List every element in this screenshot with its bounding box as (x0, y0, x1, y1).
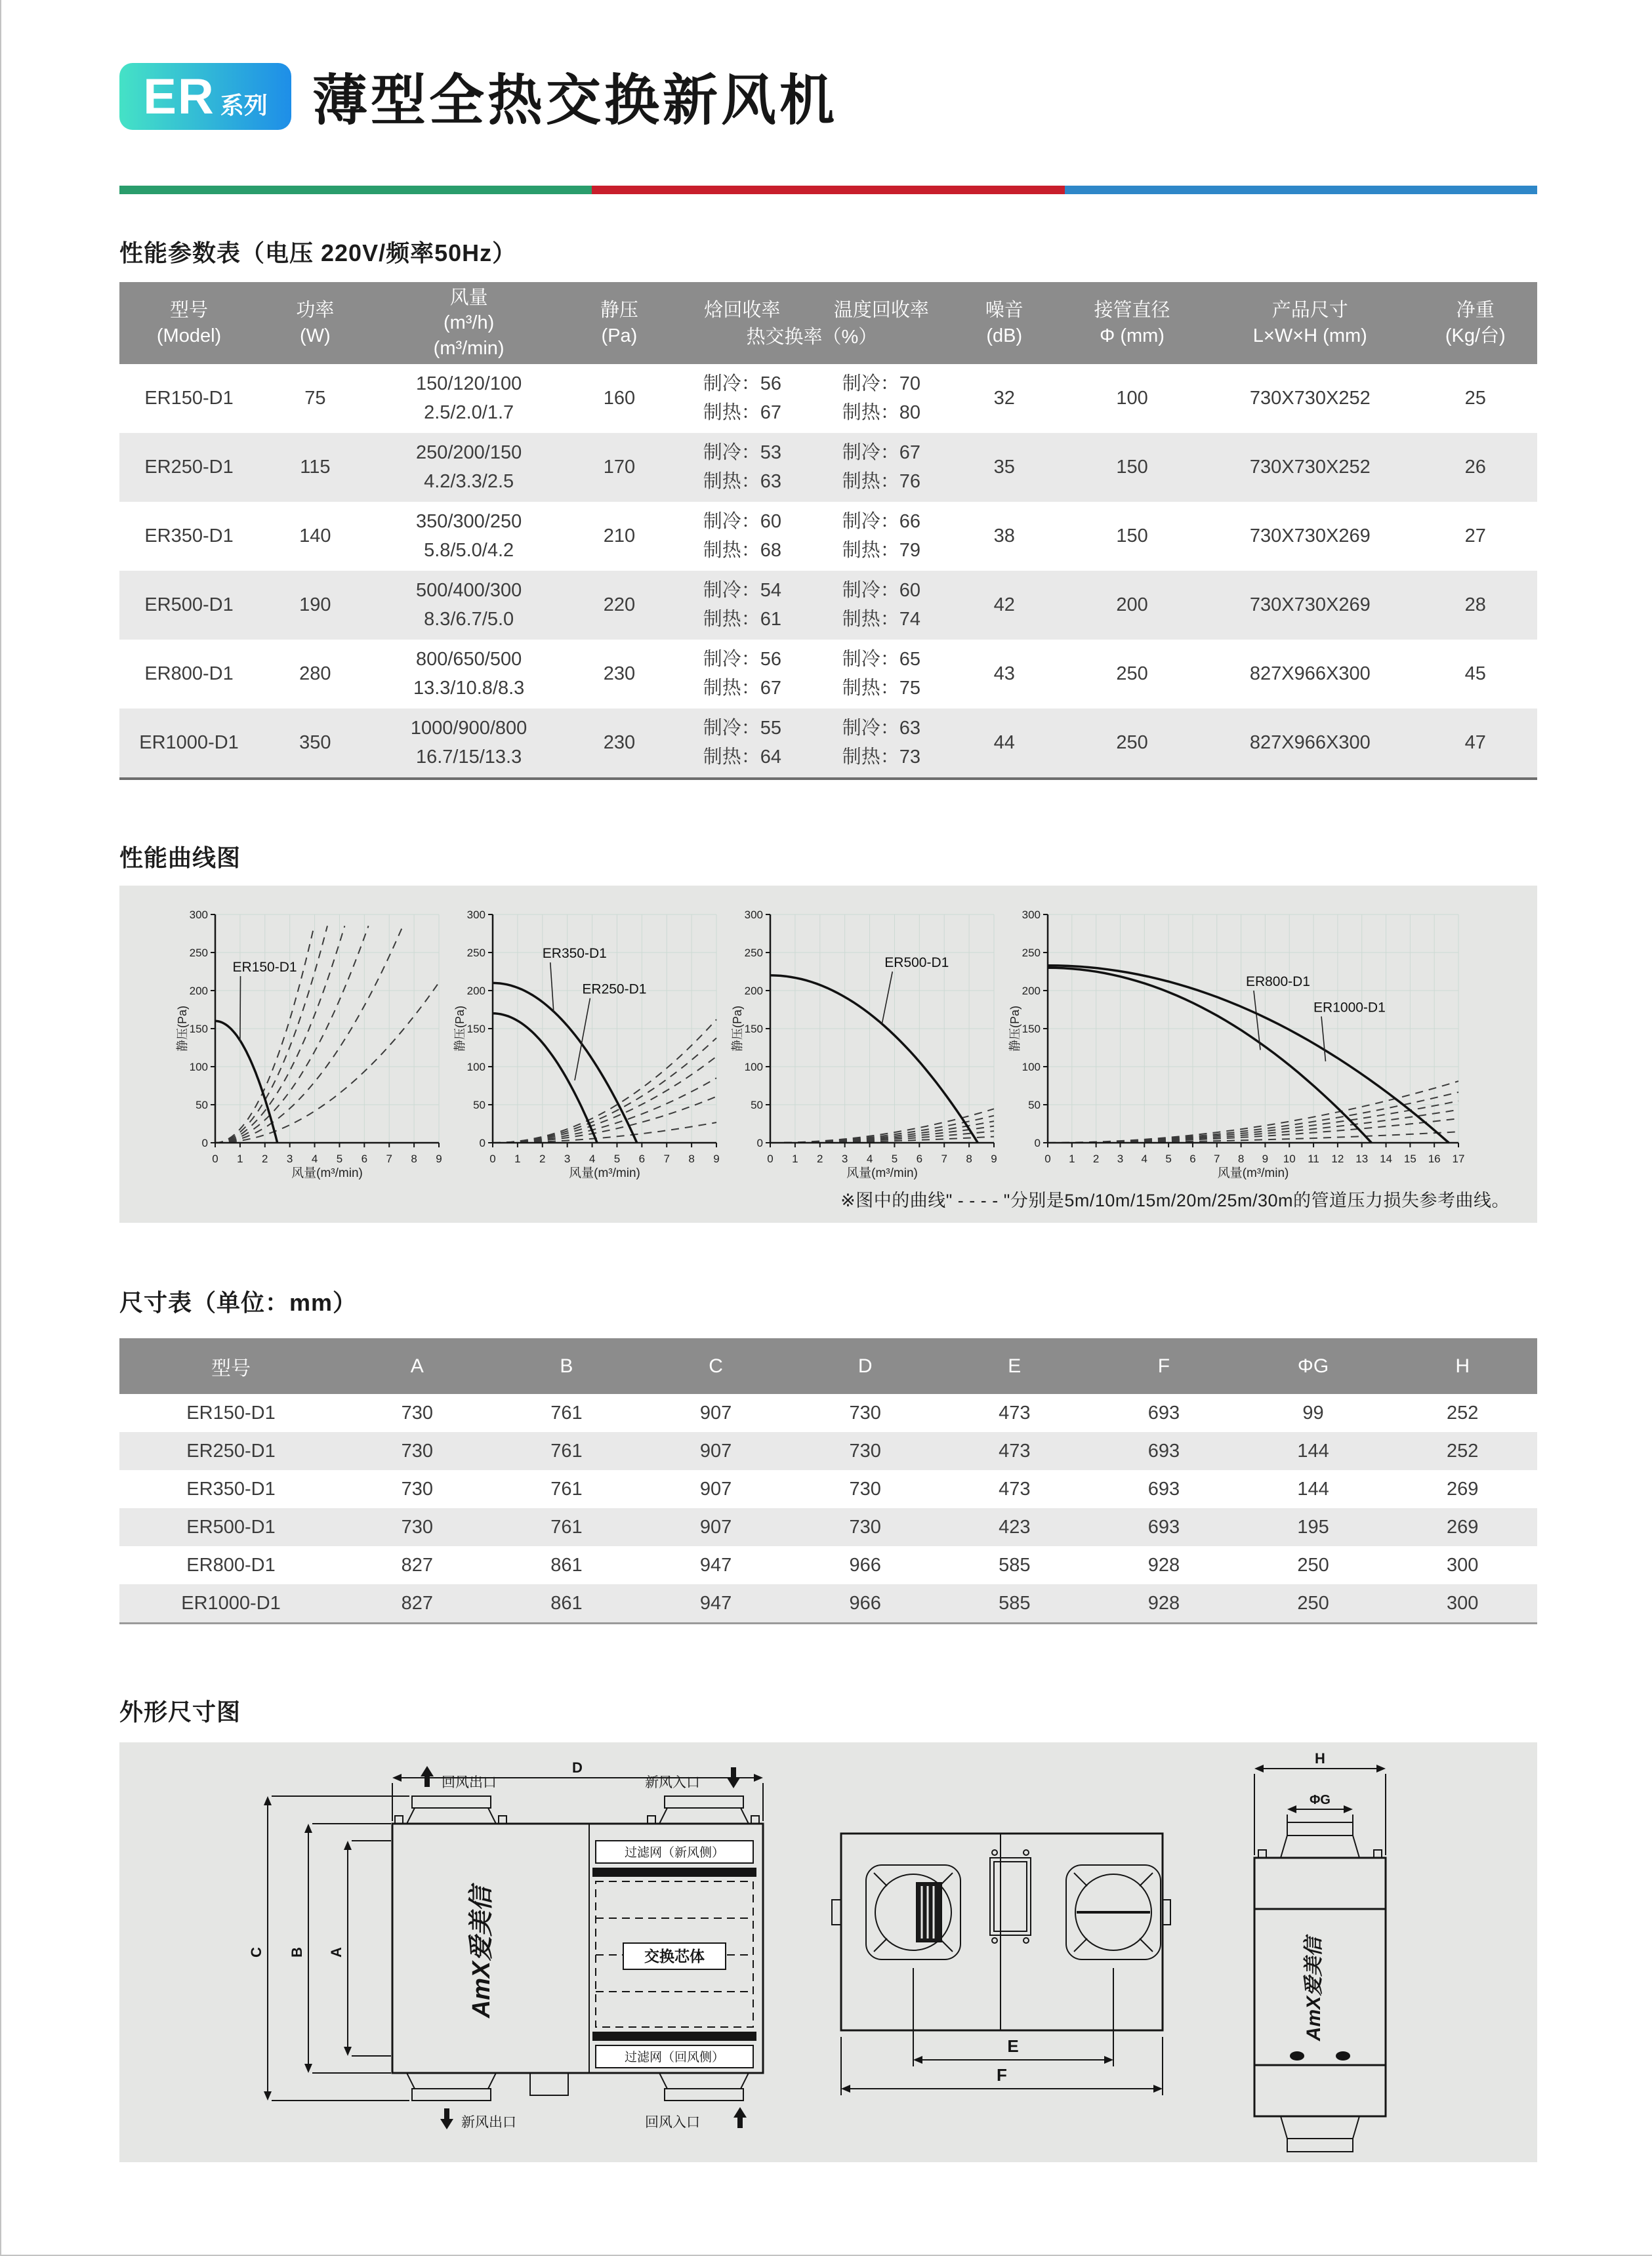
header-line: 静压 (600, 300, 638, 321)
dim-header-h: H (1455, 1355, 1470, 1377)
svg-text:200: 200 (1022, 985, 1041, 997)
header-line: (m³/min) (433, 337, 505, 359)
header-line: Φ (mm) (1100, 325, 1165, 346)
table-row (119, 708, 1537, 777)
port-label-return-outlet: 回风出口 (442, 1775, 497, 1790)
svg-text:ER500-D1: ER500-D1 (884, 955, 949, 971)
cell-power: 280 (299, 663, 331, 684)
dim-label-h: H (1315, 1750, 1325, 1767)
cell-duct: 100 (1116, 387, 1148, 409)
svg-text:0: 0 (1044, 1153, 1051, 1165)
svg-text:6: 6 (638, 1153, 646, 1165)
svg-text:5: 5 (891, 1153, 898, 1165)
cell-enthalpy: 制冷：56 制热：67 (703, 649, 781, 699)
curves-panel (119, 886, 1537, 1223)
down-arrow-icon (727, 1767, 740, 1788)
table-row: ER800-D1 827 861 947 966 585 928 250 300 (186, 1554, 1479, 1576)
cell-recovery (672, 571, 951, 640)
svg-text:5: 5 (1165, 1153, 1172, 1165)
badge-er-text: ER (143, 69, 215, 125)
cell-enthalpy: 制冷：55 制热：64 (703, 718, 781, 768)
dim-label-b: B (289, 1947, 305, 1958)
table-row: ER150-D1 730 761 907 730 473 693 99 252 (186, 1402, 1479, 1424)
svg-text:4: 4 (866, 1153, 873, 1165)
svg-text:2: 2 (817, 1153, 823, 1165)
cell-duct: 250 (1116, 663, 1148, 684)
cell-pressure: 230 (603, 663, 636, 684)
cell-airflow: 1000/900/800 16.7/15/13.3 (410, 718, 527, 768)
cell-pressure: 170 (603, 456, 636, 478)
badge-series-text: 系列 (220, 92, 268, 119)
svg-text:2: 2 (539, 1153, 546, 1165)
brand-logo: AmX爱美信 (468, 1886, 495, 2019)
cell-noise: 43 (993, 663, 1015, 684)
svg-text:5: 5 (336, 1153, 343, 1165)
header-line: 噪音 (985, 300, 1023, 321)
header-product-size (1207, 282, 1414, 364)
cell-power: 75 (304, 387, 326, 409)
svg-text:7: 7 (386, 1153, 392, 1165)
dim-label-f: F (997, 2065, 1007, 2085)
down-arrow-icon (440, 2108, 453, 2129)
svg-text:1: 1 (514, 1153, 521, 1165)
svg-text:9: 9 (991, 1153, 997, 1165)
dim-section-title: 尺寸表（单位：mm） (119, 1289, 358, 1316)
svg-text:300: 300 (189, 909, 208, 921)
cell-enthalpy: 制冷：53 制热：63 (703, 442, 781, 492)
svg-text:150: 150 (189, 1023, 208, 1035)
svg-text:ER250-D1: ER250-D1 (582, 981, 647, 997)
svg-text:13: 13 (1355, 1153, 1369, 1165)
header-exchange-rate: 热交换率（%） (746, 327, 878, 348)
header-temperature-recovery: 温度回收率 (833, 299, 929, 321)
accent-bar-blue (1065, 186, 1537, 194)
cell-weight: 25 (1464, 387, 1486, 409)
accent-bar-red (592, 186, 1064, 194)
dim-header-phig: ΦG (1297, 1355, 1329, 1377)
dim-header-model: 型号 (211, 1357, 251, 1380)
svg-text:0: 0 (212, 1153, 218, 1165)
up-arrow-icon (421, 1766, 434, 1787)
cell-recovery (672, 433, 951, 502)
svg-text:9: 9 (436, 1153, 442, 1165)
outline-panel (119, 1742, 1537, 2162)
cell-size: 730X730X252 (1249, 456, 1371, 478)
header-enthalpy-recovery: 焓回收率 (704, 299, 781, 321)
cell-duct: 250 (1116, 731, 1148, 753)
svg-text:7: 7 (663, 1153, 670, 1165)
header-line: 型号 (170, 300, 209, 321)
dim-label-c: C (248, 1947, 264, 1958)
svg-text:风量(m³/min): 风量(m³/min) (846, 1166, 918, 1180)
svg-text:100: 100 (1022, 1061, 1041, 1073)
svg-text:3: 3 (286, 1153, 293, 1165)
cell-pressure: 160 (603, 387, 636, 409)
cell-enthalpy: 制冷：54 制热：61 (703, 580, 781, 630)
svg-text:50: 50 (1028, 1099, 1041, 1111)
svg-text:100: 100 (466, 1061, 485, 1073)
cell-duct: 200 (1116, 594, 1148, 615)
cell-pressure: 210 (603, 525, 636, 546)
svg-text:150: 150 (466, 1023, 485, 1035)
cell-temperature: 制冷：63 制热：73 (842, 718, 920, 768)
header-line: (Kg/台) (1445, 325, 1506, 346)
filter-return-label: 过滤网（回风侧） (624, 2051, 725, 2064)
svg-text:300: 300 (466, 909, 485, 921)
svg-text:14: 14 (1380, 1153, 1392, 1165)
cell-weight: 27 (1464, 525, 1486, 546)
drawing-front-view (163, 1758, 793, 2139)
svg-text:ER350-D1: ER350-D1 (542, 946, 607, 962)
cell-noise: 42 (993, 594, 1015, 615)
cell-size: 730X730X252 (1249, 387, 1371, 409)
dim-header-d: D (857, 1355, 873, 1377)
cell-temperature: 制冷：70 制热：80 (842, 373, 920, 423)
cell-enthalpy: 制冷：60 制热：68 (703, 511, 781, 561)
header-line: L×W×H (mm) (1252, 325, 1367, 346)
svg-text:17: 17 (1452, 1153, 1465, 1165)
svg-text:ER800-D1: ER800-D1 (1245, 974, 1311, 990)
svg-text:200: 200 (466, 985, 485, 997)
dim-header-c: C (709, 1355, 723, 1377)
port-label-fresh-outlet: 新风出口 (461, 2115, 516, 2130)
header-line: (Model) (156, 325, 222, 346)
table-row (119, 502, 1537, 571)
table-row (119, 364, 1537, 433)
header-line: (m³/h) (443, 312, 495, 334)
cell-duct: 150 (1116, 525, 1148, 546)
cell-noise: 44 (993, 731, 1015, 753)
svg-text:16: 16 (1428, 1153, 1441, 1165)
svg-text:50: 50 (751, 1099, 763, 1111)
outline-section-title: 外形尺寸图 (119, 1698, 241, 1725)
svg-text:250: 250 (744, 947, 763, 959)
header-line: 接管直径 (1094, 300, 1170, 321)
svg-text:7: 7 (941, 1153, 947, 1165)
cell-enthalpy: 制冷：56 制热：67 (703, 373, 781, 423)
svg-text:7: 7 (1214, 1153, 1220, 1165)
performance-charts-row (119, 886, 1537, 1188)
cell-airflow: 500/400/300 8.3/6.7/5.0 (415, 580, 522, 630)
cell-power: 115 (300, 456, 331, 478)
header-line: (dB) (986, 325, 1023, 346)
header-line: 风量 (449, 287, 488, 309)
cell-temperature: 制冷：66 制热：79 (842, 511, 920, 561)
svg-text:150: 150 (744, 1023, 763, 1035)
cell-size: 730X730X269 (1249, 594, 1371, 615)
svg-text:2: 2 (1092, 1153, 1100, 1165)
svg-text:ER1000-D1: ER1000-D1 (1313, 1000, 1386, 1015)
cell-weight: 47 (1464, 731, 1486, 753)
cell-weight: 26 (1464, 456, 1486, 478)
performance-table (119, 282, 1537, 780)
header-pressure (566, 282, 673, 364)
exchange-core-label: 交换芯体 (644, 1948, 705, 1965)
cell-pressure: 230 (603, 731, 636, 753)
svg-text:200: 200 (189, 985, 208, 997)
table-row (119, 433, 1537, 502)
chart-er250-er350-d1 (453, 903, 726, 1188)
svg-text:9: 9 (713, 1153, 720, 1165)
svg-text:4: 4 (311, 1153, 318, 1165)
table-row (119, 571, 1537, 640)
svg-text:静压(Pa): 静压(Pa) (176, 1005, 189, 1052)
svg-text:200: 200 (744, 985, 763, 997)
filter-fresh-label: 过滤网（新风侧） (624, 1846, 725, 1860)
perf-table-header (119, 282, 1537, 364)
svg-text:3: 3 (841, 1153, 848, 1165)
svg-text:9: 9 (1262, 1153, 1269, 1165)
svg-text:4: 4 (1141, 1153, 1148, 1165)
header-power (258, 282, 372, 364)
svg-text:100: 100 (744, 1061, 763, 1073)
cell-power: 190 (299, 594, 331, 615)
duct-loss-note: ※图中的曲线" - - - - "分别是5m/10m/15m/20m/25m/30m的管道压力损失参考曲线。 (840, 1191, 1510, 1210)
cell-pressure: 220 (603, 594, 636, 615)
svg-text:250: 250 (1022, 947, 1041, 959)
cell-temperature: 制冷：60 制热：74 (842, 580, 920, 630)
page-title: 薄型全热交换新风机 (312, 70, 838, 131)
svg-text:3: 3 (564, 1153, 571, 1165)
svg-text:50: 50 (196, 1099, 208, 1111)
cell-recovery (672, 640, 951, 708)
svg-text:50: 50 (473, 1099, 485, 1111)
table-row: ER250-D1 730 761 907 730 473 693 144 252 (119, 1432, 1537, 1470)
cell-temperature: 制冷：65 制热：75 (842, 649, 920, 699)
svg-text:250: 250 (466, 947, 485, 959)
table-row: ER350-D1 730 761 907 730 473 693 144 269 (186, 1478, 1479, 1500)
svg-text:1: 1 (1069, 1153, 1075, 1165)
svg-text:6: 6 (916, 1153, 923, 1165)
svg-text:0: 0 (479, 1137, 485, 1149)
perf-section-title: 性能参数表（电压 220V/频率50Hz） (119, 239, 517, 266)
cell-model: ER350-D1 (144, 525, 234, 546)
header-line: 产品尺寸 (1271, 300, 1348, 321)
cell-size: 827X966X300 (1249, 663, 1371, 684)
cell-size: 827X966X300 (1249, 731, 1371, 753)
svg-text:0: 0 (201, 1137, 208, 1149)
cell-weight: 45 (1464, 663, 1486, 684)
svg-text:8: 8 (1237, 1153, 1245, 1165)
cell-noise: 32 (993, 387, 1015, 409)
dim-label-phig: ΦG (1310, 1793, 1331, 1807)
cell-model: ER250-D1 (144, 456, 234, 478)
svg-text:0: 0 (767, 1153, 774, 1165)
cell-airflow: 250/200/150 4.2/3.3/2.5 (415, 442, 522, 492)
cell-airflow: 150/120/100 2.5/2.0/1.7 (415, 373, 522, 423)
curves-section-title: 性能曲线图 (119, 844, 241, 871)
header-recovery (672, 282, 951, 364)
cell-recovery (672, 502, 951, 571)
svg-text:12: 12 (1331, 1153, 1344, 1165)
svg-text:静压(Pa): 静压(Pa) (453, 1005, 466, 1052)
svg-text:0: 0 (1034, 1137, 1041, 1149)
svg-text:静压(Pa): 静压(Pa) (1008, 1005, 1022, 1052)
svg-text:6: 6 (361, 1153, 368, 1165)
dim-header-b: B (560, 1355, 573, 1377)
accent-bar (119, 186, 1537, 194)
svg-text:0: 0 (756, 1137, 763, 1149)
svg-text:风量(m³/min): 风量(m³/min) (1217, 1166, 1289, 1180)
drawing-top-view (1205, 1749, 1435, 2156)
chart-er500-d1 (731, 903, 1003, 1188)
dim-header-f: F (1157, 1355, 1170, 1377)
dim-table-body (119, 1394, 1537, 1622)
cell-model: ER800-D1 (144, 663, 234, 684)
cell-power: 350 (299, 731, 331, 753)
header-noise (951, 282, 1058, 364)
dim-header-e: E (1008, 1355, 1022, 1377)
dim-label-a: A (328, 1947, 344, 1958)
svg-text:0: 0 (489, 1153, 496, 1165)
header-line: 净重 (1456, 300, 1495, 321)
svg-text:风量(m³/min): 风量(m³/min) (291, 1166, 363, 1180)
port-label-return-inlet: 回风入口 (645, 2115, 700, 2130)
svg-text:ER150-D1: ER150-D1 (232, 960, 297, 975)
dim-label-d: D (572, 1759, 583, 1776)
cell-model: ER1000-D1 (139, 731, 239, 753)
table-row: ER500-D1 730 761 907 730 423 693 195 269 (119, 1508, 1537, 1546)
table-row (119, 640, 1537, 708)
cell-recovery (672, 708, 951, 777)
svg-text:风量(m³/min): 风量(m³/min) (569, 1166, 640, 1180)
svg-text:5: 5 (613, 1153, 621, 1165)
cell-size: 730X730X269 (1249, 525, 1371, 546)
cell-noise: 35 (993, 456, 1015, 478)
svg-text:8: 8 (688, 1153, 695, 1165)
svg-text:8: 8 (966, 1153, 972, 1165)
accent-bar-green (119, 186, 592, 194)
cell-airflow: 800/650/500 13.3/10.8/8.3 (413, 649, 525, 699)
svg-text:100: 100 (189, 1061, 208, 1073)
svg-text:1: 1 (792, 1153, 798, 1165)
perf-table-body (119, 364, 1537, 777)
dim-label-e: E (1007, 2036, 1019, 2056)
header-model (119, 282, 258, 364)
cell-model: ER500-D1 (144, 594, 234, 615)
svg-text:1: 1 (237, 1153, 243, 1165)
header-line: 功率 (296, 300, 335, 321)
svg-text:6: 6 (1189, 1153, 1196, 1165)
header-line: (W) (300, 325, 331, 346)
svg-text:15: 15 (1403, 1153, 1416, 1165)
svg-text:150: 150 (1022, 1023, 1041, 1035)
chart-er800-er1000-d1 (1008, 903, 1468, 1188)
svg-text:4: 4 (589, 1153, 596, 1165)
svg-text:8: 8 (411, 1153, 417, 1165)
cell-airflow: 350/300/250 5.8/5.0/4.2 (415, 511, 522, 561)
svg-text:300: 300 (744, 909, 763, 921)
port-label-fresh-inlet: 新风入口 (645, 1775, 700, 1790)
svg-text:11: 11 (1308, 1153, 1319, 1165)
brand-logo: AmX爱美信 (1303, 1937, 1325, 2041)
svg-text:静压(Pa): 静压(Pa) (731, 1005, 744, 1052)
chart-er150-d1 (176, 903, 448, 1188)
header-net-weight (1414, 282, 1537, 364)
cell-weight: 28 (1464, 594, 1486, 615)
header-duct-diameter (1058, 282, 1207, 364)
dim-table-header (119, 1338, 1537, 1394)
svg-text:3: 3 (1117, 1153, 1124, 1165)
svg-text:300: 300 (1022, 909, 1041, 921)
cell-model: ER150-D1 (144, 387, 234, 409)
dim-header-a: A (410, 1355, 424, 1377)
svg-text:10: 10 (1283, 1153, 1296, 1165)
svg-text:250: 250 (189, 947, 208, 959)
svg-text:2: 2 (262, 1153, 268, 1165)
cell-duct: 150 (1116, 456, 1148, 478)
series-badge (119, 63, 291, 130)
cell-temperature: 制冷：67 制热：76 (842, 442, 920, 492)
drawing-side-view (825, 1817, 1172, 2106)
up-arrow-icon (733, 2107, 747, 2128)
header-airflow (372, 282, 566, 364)
dimension-table (119, 1338, 1537, 1624)
cell-power: 140 (299, 525, 331, 546)
header-line: (Pa) (601, 325, 638, 346)
cell-recovery (672, 364, 951, 433)
cell-noise: 38 (993, 525, 1015, 546)
table-row: ER1000-D1 827 861 947 966 585 928 250 300 (119, 1584, 1537, 1622)
